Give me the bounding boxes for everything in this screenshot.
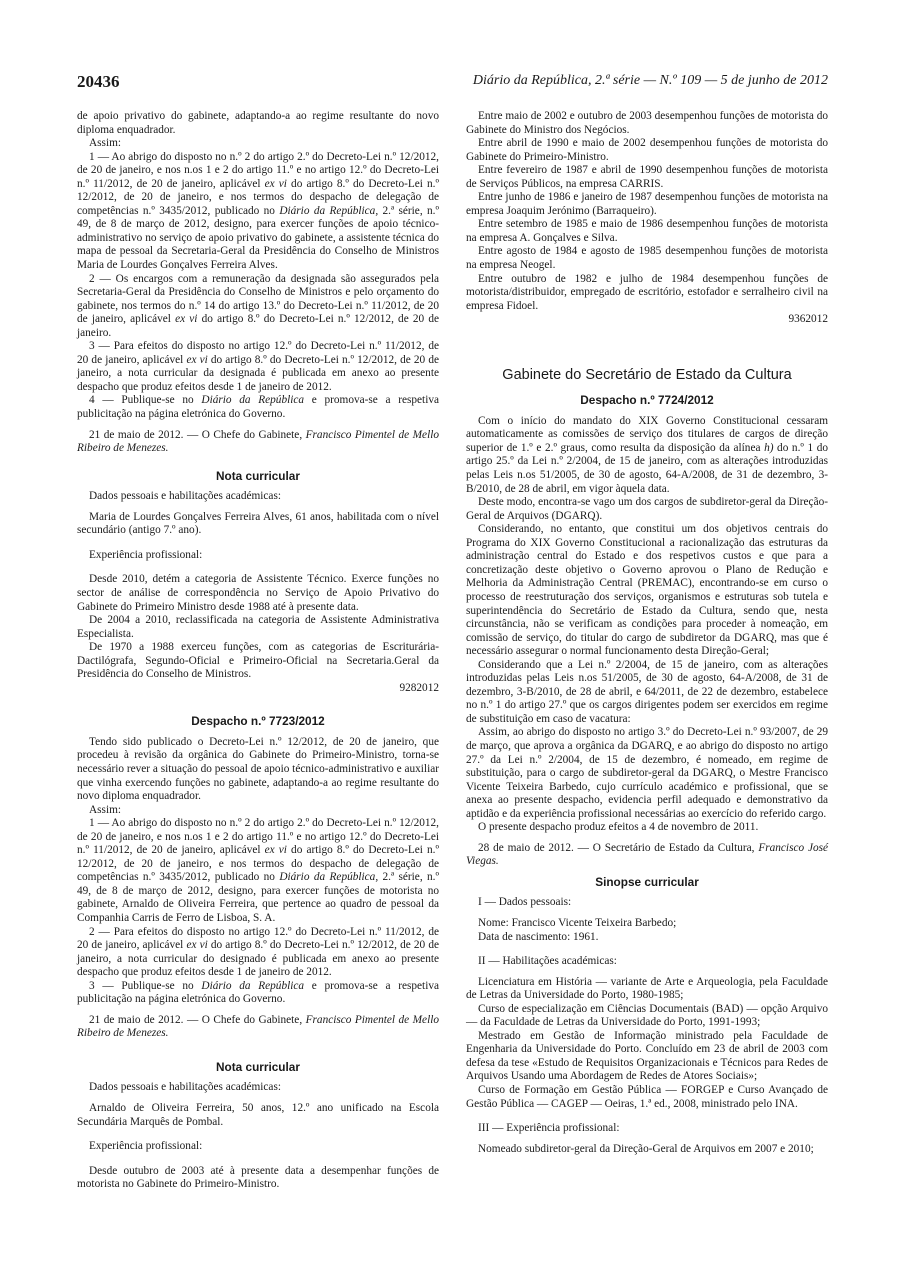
journal-title: Diário da República, 2.ª série — N.º 109 — 5 de junho de 2012 (472, 73, 828, 88)
paragraph: Entre junho de 1986 e janeiro de 1987 desempenhou funções de motorista na empresa Joaquim Jerónimo (Barraqueiro). (466, 191, 828, 217)
paragraph: Experiência profissional: (89, 548, 203, 561)
paragraph: Mestrado em Gestão de Informação ministrado pela Faculdade de Engenharia da Universidade do Porto. Concluído em 23 de abril de 2003 com defesa da tese «Estudo de Requisitos Organizacionais e Técnicos para Redes de Arquivos Usando uma Abordagem de Redes de Atores Sociais»; (466, 1029, 828, 1083)
paragraph: Entre fevereiro de 1987 e abril de 1990 desempenhou funções de motorista de Serviços Públicos, na empresa CARRIS. (466, 164, 828, 190)
paragraph: Entre abril de 1990 e maio de 2002 desempenhou funções de motorista do Gabinete do Primeiro-Ministro. (466, 137, 828, 163)
section-heading: Despacho n.º 7724/2012 (580, 393, 714, 408)
paragraph: Considerando que a Lei n.º 2/2004, de 15 de janeiro, com as alterações introduzidas pelas Leis n.os 51/2005, de 30 de agosto, 64-A/2008, de 31 de dezembro, 3-B/2010, de 28 de abril, e 64/2011, de 22 de dezembro, estabelece no n.º 1 do artigo 27.º que os cargos dirigentes podem ser exercidos em regime de substituição em caso de vacatura: (466, 658, 828, 725)
paragraph: 4 — Publique-se no Diário da República e promova-se a respetiva publicitação na página eletrónica do Governo. (77, 394, 439, 421)
page-header (77, 72, 828, 94)
paragraph: Nomeado subdiretor-geral da Direção-Geral de Arquivos em 2007 e 2010; (478, 1142, 814, 1155)
paragraph: Curso de especialização em Ciências Documentais (BAD) — opção Arquivo — da Faculdade de Letras da Universidade do Porto, 1991-1993; (466, 1002, 828, 1029)
paragraph: Entre setembro de 1985 e maio de 1986 desempenhou funções de motorista na empresa A. Gonçalves e Silva. (466, 218, 828, 244)
paragraph: Assim: (89, 137, 122, 150)
section-heading: Nota curricular (216, 1059, 300, 1074)
paragraph: Desde 2010, detém a categoria de Assistente Técnico. Exerce funções no sector de análise de correspondência no Serviço de Apoio Privativo do Gabinete do Primeiro Ministro desde 1988 até à presente data. (77, 573, 439, 613)
paragraph: Tendo sido publicado o Decreto-Lei n.º 12/2012, de 20 de janeiro, que procedeu à revisão da orgânica do Gabinete do Primeiro-Ministro, torna-se necessário rever a situação do pessoal de apoio técnico-administrativo e auxiliar que vinha exercendo funções no gabinete, adaptando-a ao regime resultante do novo diploma enquadrador. (77, 735, 439, 803)
paragraph: Assim: (89, 803, 122, 816)
section-title: Gabinete do Secretário de Estado da Cultura (502, 366, 792, 383)
paragraph: De 1970 a 1988 exerceu funções, com as categorias de Escriturária-Dactilógrafa, Segundo-Oficial e Primeiro-Oficial na Secretaria.Geral da Presidência do Conselho de Ministros. (77, 641, 439, 681)
section-heading: Sinopse curricular (595, 874, 699, 889)
paragraph: Nome: Francisco Vicente Teixeira Barbedo; (478, 916, 677, 929)
paragraph: De 2004 a 2010, reclassificada na categoria de Assistente Administrativa Especialista. (77, 614, 439, 640)
paragraph: Dados pessoais e habilitações académicas: (89, 1081, 281, 1094)
paragraph: 1 — Ao abrigo do disposto no n.º 2 do artigo 2.º do Decreto-Lei n.º 12/2012, de 20 de janeiro, e nos n.os 1 e 2 do artigo 11.º e no artigo 12.º do Decreto-Lei n.º 11/2012, de 20 de janeiro, aplicável ex vi do artigo 8.º do Decreto-Lei n.º 12/2012, de 20 de janeiro, e nos termos do despacho de delegação de competências n.º 3435/2012, publicado no Diário da República, 2.ª série, n.º 49, de 8 de março de 2012, designo, para exercer funções de apoio técnico-administrativo no serviço de apoio privativo do gabinete, a assistente técnica do mapa de pessoal da Secretaria-Geral da Presidência do Conselho de Ministros Maria de Lourdes Gonçalves Ferreira Alves. (77, 150, 440, 272)
paragraph: Maria de Lourdes Gonçalves Ferreira Alves, 61 anos, habilitada com o nível secundário (antigo 7.º ano). (77, 510, 439, 537)
paragraph: Assim, ao abrigo do disposto no artigo 3.º do Decreto-Lei n.º 93/2007, de 29 de março, que aprova a orgânica da DGARQ, e ao abrigo do disposto no artigo 27.º da Lei n.º 2/2004, de 15 de dezembro, é nomeado, em regime de substituição, para o cargo de subdiretor-geral da DGARQ, o Mestre Francisco Vicente Teixeira Barbedo, cujo currículo académico e profissional, que se anexa ao presente despacho, evidencia perfil adequado e demonstrativo da aptidão e da experiência profissional necessárias ao exercício do referido cargo. (466, 726, 828, 820)
paragraph: Entre maio de 2002 e outubro de 2003 desempenhou funções de motorista do Gabinete do Ministro dos Negócios. (466, 110, 828, 136)
paragraph: 2 — Para efeitos do disposto no artigo 12.º do Decreto-Lei n.º 11/2012, de 20 de janeiro, aplicável ex vi do artigo 8.º do Decreto-Lei n.º 12/2012, de 20 de janeiro, a nota curricular do designado é publicada em anexo ao presente despacho que produz efeitos desde 1 de janeiro de 2012. (77, 925, 439, 979)
paragraph: Data de nascimento: 1961. (478, 930, 599, 943)
paragraph: 2 — Os encargos com a remuneração da designada são assegurados pela Secretaria-Geral da Presidência do Conselho de Ministros e pelo orçamento do gabinete, nos termos do n.º 14 do artigo 13.º do Decreto-Lei n.º 11/2012, de 20 de janeiro, aplicável ex vi do artigo 8.º do Decreto-Lei n.º 12/2012, de 20 de janeiro. (77, 272, 439, 339)
paragraph: de apoio privativo do gabinete, adaptando-a ao regime resultante do novo diploma enquadrador. (77, 110, 439, 136)
reference-number: 9362012 (788, 313, 828, 326)
paragraph: Considerando, no entanto, que constitui um dos objetivos centrais do Programa do XIX Governo Constitucional a racionalização das estruturas da administração central do Estado e dos respetivos custos e que para a concretização deste objetivo o Governo aprovou o Plano de Redução e Melhoria da Administração Central (PREMAC), encontrando-se em curso o processo de reestruturação dos serviços, organismos e estruturas sob tutela e superintendência do Secretário de Estado da Cultura, sendo que, nesta circunstância, não se verificam as condições para proceder à nomeação, em comissão de serviço, do titular do cargo de subdiretor da DGARQ, mas que é necessário assegurar o normal funcionamento desta Direção-Geral; (466, 523, 828, 658)
paragraph: Entre agosto de 1984 e agosto de 1985 desempenhou funções de motorista na empresa Neogel. (466, 245, 828, 272)
signature: 28 de maio de 2012. — O Secretário de Estado da Cultura, Francisco José Viegas. (466, 841, 829, 868)
right-column (466, 110, 828, 1156)
paragraph: I — Dados pessoais: (478, 896, 572, 909)
section-heading: Despacho n.º 7723/2012 (191, 714, 325, 729)
paragraph: Arnaldo de Oliveira Ferreira, 50 anos, 12.º ano unificado na Escola Secundária Marquês de Pombal. (77, 1102, 439, 1128)
paragraph: II — Habilitações académicas: (478, 955, 617, 968)
paragraph: Dados pessoais e habilitações académicas: (89, 490, 281, 503)
left-column (77, 110, 439, 1192)
paragraph: 3 — Publique-se no Diário da República e promova-se a respetiva publicitação na página eletrónica do Governo. (77, 979, 439, 1006)
paragraph: Com o início do mandato do XIX Governo Constitucional cessaram automaticamente as comissões de serviço dos titulares de cargos de direção superior de 1.º e 2.º graus, como resulta da disposição da alínea h) do n.º 1 do artigo 25.º da Lei n.º 2/2004, de 15 de janeiro, com as alterações introduzidas pelas Leis n.os 51/2005, de 30 de agosto, 64-A/2008, de 31 de dezembro, 3-B/2010, de 28 de abril, em vigor àquela data. (466, 414, 829, 495)
paragraph: Deste modo, encontra-se vago um dos cargos de subdiretor-geral da Direção-Geral de Arquivos (DGARQ). (466, 496, 828, 522)
paragraph: 3 — Para efeitos do disposto no artigo 12.º do Decreto-Lei n.º 11/2012, de 20 de janeiro, aplicável ex vi do artigo 8.º do Decreto-Lei n.º 12/2012, de 20 de janeiro, a nota curricular da designada é publicada em anexo ao presente despacho que produz efeitos desde 1 de janeiro de 2012. (77, 340, 439, 393)
section-heading: Nota curricular (216, 468, 300, 483)
paragraph: Licenciatura em História — variante de Arte e Arqueologia, pela Faculdade de Letras da Universidade do Porto, 1980-1985; (466, 975, 828, 1002)
paragraph: III — Experiência profissional: (478, 1122, 620, 1135)
paragraph: Desde outubro de 2003 até à presente data a desempenhar funções de motorista no Gabinete do Primeiro-Ministro. (77, 1164, 439, 1191)
paragraph: Experiência profissional: (89, 1140, 203, 1153)
reference-number: 9282012 (399, 681, 439, 694)
signature: 21 de maio de 2012. — O Chefe do Gabinete, Francisco Pimentel de Mello Ribeiro de Menezes. (77, 428, 439, 455)
paragraph: Curso de Formação em Gestão Pública — FORGEP e Curso Avançado de Gestão Pública — CAGEP — Oeiras, 1.ª ed., 2008, ministrado pelo INA. (466, 1084, 828, 1110)
paragraph: 1 — Ao abrigo do disposto no n.º 2 do artigo 2.º do Decreto-Lei n.º 12/2012, de 20 de janeiro, e nos n.os 1 e 2 do artigo 11.º e no artigo 12.º do Decreto-Lei n.º 11/2012, de 20 de janeiro, aplicável ex vi do artigo 8.º do Decreto-Lei n.º 12/2012, de 20 de janeiro, e nos termos do despacho de delegação de competências n.º 3435/2012, publicado no Diário da República, 2.ª série, n.º 49, de 8 de março de 2012, designo, para exercer funções de motorista no gabinete, Arnaldo de Oliveira Ferreira, que pertence ao quadro de pessoal da Companhia Carris de Ferro de Lisboa, S. A. (77, 817, 440, 924)
signature: 21 de maio de 2012. — O Chefe do Gabinete, Francisco Pimentel de Mello Ribeiro de Menezes. (77, 1013, 439, 1040)
paragraph: O presente despacho produz efeitos a 4 de novembro de 2011. (478, 821, 759, 834)
paragraph: Entre outubro de 1982 e julho de 1984 desempenhou funções de motorista/distribuidor, empregado de escritório, estofador e serralheiro civil na empresa Fidoel. (466, 272, 828, 312)
page-number: 20436 (77, 72, 120, 91)
